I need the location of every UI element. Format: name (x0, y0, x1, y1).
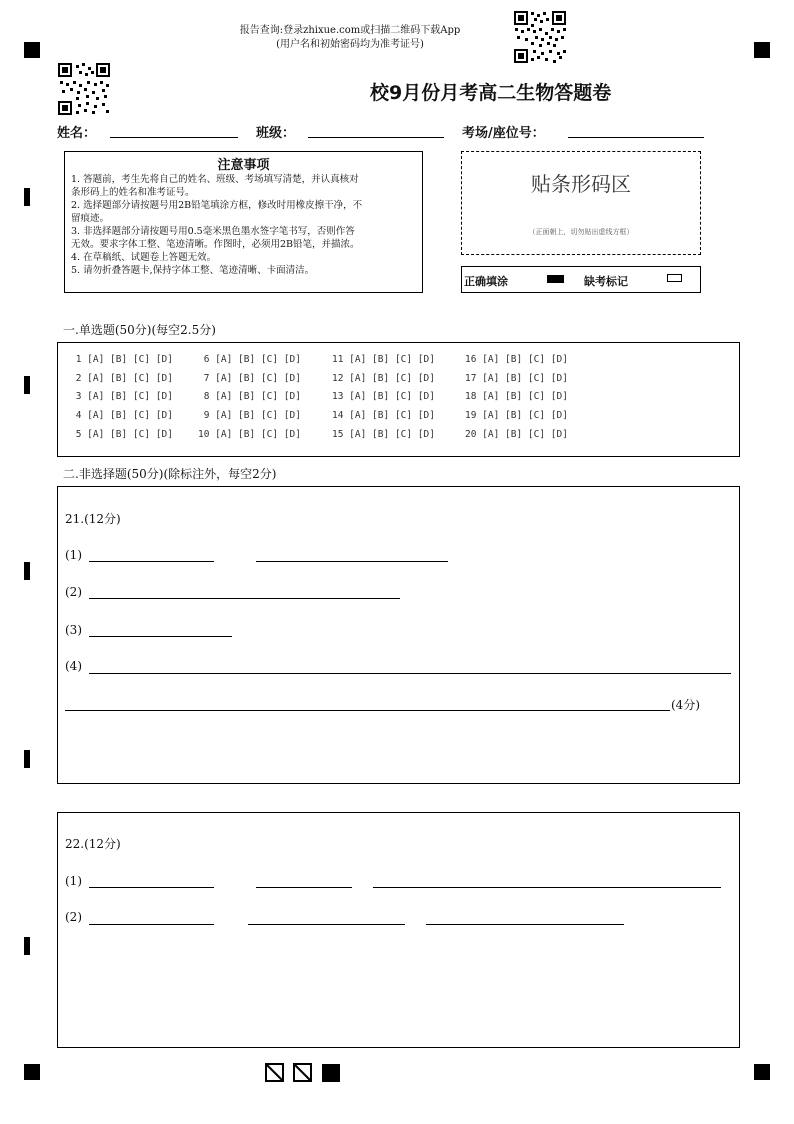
q21-part1-label: (1) (65, 548, 82, 562)
notice-line: 3. 非选择题部分请按题号用0.5毫米黑色墨水签字笔书写，否则作答 (71, 226, 355, 237)
barcode-hint: （正面朝上，切勿贴出虚线方框） (528, 228, 634, 236)
mc-question-item[interactable]: 1 [A] [B] [C] [D] (70, 354, 173, 365)
corner-mark-bottom-left (24, 1064, 40, 1080)
notice-title: 注意事项 (217, 158, 270, 173)
q22-title: 22.(12分) (65, 837, 121, 851)
mc-question-item[interactable]: 16 [A] [B] [C] [D] (465, 354, 568, 365)
report-query-line2: (用户名和初始密码均为准考证号) (276, 39, 424, 50)
q22-part1-label: (1) (65, 874, 82, 888)
q21-part4-blank1[interactable] (89, 673, 731, 674)
q21-part4-label: (4) (65, 659, 82, 673)
q22-part2-blank2[interactable] (248, 924, 405, 925)
q21-title: 21.(12分) (65, 512, 121, 526)
fill-legend (461, 266, 701, 293)
barcode-label: 贴条形码区 (531, 172, 631, 196)
mc-question-item[interactable]: 9 [A] [B] [C] [D] (198, 410, 301, 422)
side-mark (24, 376, 30, 394)
correct-fill-sample (547, 275, 564, 283)
notice-line: 2. 选择题部分请按题号用2B铅笔填涂方框，修改时用橡皮擦干净，不 (71, 200, 363, 211)
barcode-area (461, 151, 701, 255)
page-title: 校9月份月考高二生物答题卷 (370, 82, 612, 104)
qr-code-icon (57, 62, 111, 116)
q21-part1-blank1[interactable] (89, 561, 214, 562)
corner-mark-top-left (24, 42, 40, 58)
side-mark (24, 562, 30, 580)
mc-question-item[interactable]: 17 [A] [B] [C] [D] (465, 372, 568, 384)
q22-part2-label: (2) (65, 910, 82, 924)
absent-mark-label: 缺考标记 (584, 275, 628, 288)
room-seat-label: 考场/座位号： (462, 126, 545, 141)
mc-question-item[interactable]: 18 [A] [B] [C] [D] (465, 391, 568, 403)
corner-mark-top-right (754, 42, 770, 58)
q21-part2-blank1[interactable] (89, 598, 400, 599)
room-seat-field[interactable] (568, 137, 704, 138)
absent-mark-checkbox[interactable] (667, 274, 682, 282)
side-mark (24, 937, 30, 955)
class-field[interactable] (308, 137, 444, 138)
mc-question-item[interactable]: 13 [A] [B] [C] [D] (332, 391, 435, 403)
report-query-note (220, 24, 480, 52)
q21-answer-box (57, 486, 740, 784)
report-query-line1: 报告查询:登录zhixue.com或扫描二维码下载App (239, 25, 461, 36)
q21-part3-blank1[interactable] (89, 636, 232, 637)
q22-part1-blank1[interactable] (89, 887, 214, 888)
mc-question-item[interactable]: 10 [A] [B] [C] [D] (198, 428, 301, 440)
q22-part1-blank2[interactable] (256, 887, 352, 888)
mc-question-item[interactable]: 5 [A] [B] [C] [D] (70, 428, 173, 440)
notice-line: 5. 请勿折叠答题卡,保持字体工整、笔迹清晰、卡面清洁。 (71, 265, 315, 276)
mc-question-item[interactable]: 4 [A] [B] [C] [D] (70, 410, 173, 422)
mc-question-item[interactable]: 11 [A] [B] [C] [D] (332, 354, 435, 365)
notice-line: 条形码上的姓名和准考证号。 (71, 187, 195, 198)
mc-question-item[interactable]: 20 [A] [B] [C] [D] (465, 428, 568, 440)
page-marker-icon (265, 1063, 341, 1083)
mc-question-item[interactable]: 12 [A] [B] [C] [D] (332, 372, 435, 384)
section1-title: 一.单选题(50分)(每空2.5分) (63, 323, 216, 337)
notice-line: 1. 答题前，考生先将自己的姓名、班级、考场填写清楚，并认真核对 (71, 174, 359, 185)
correct-fill-label: 正确填涂 (464, 275, 508, 288)
class-label: 班级： (256, 126, 296, 141)
section2-title: 二.非选择题(50分)(除标注外，每空2分) (63, 467, 277, 481)
mc-question-item[interactable]: 19 [A] [B] [C] [D] (465, 410, 568, 422)
qr-code-icon (513, 10, 567, 64)
mc-question-item[interactable]: 14 [A] [B] [C] [D] (332, 410, 435, 422)
q21-part4-score: (4分) (671, 698, 700, 712)
q22-answer-box (57, 812, 740, 1048)
notice-line: 无效。要求字体工整、笔迹清晰。作图时，必须用2B铅笔，并描浓。 (71, 239, 360, 250)
q21-part3-label: (3) (65, 623, 82, 637)
q22-part2-blank1[interactable] (89, 924, 214, 925)
name-label: 姓名： (57, 126, 97, 141)
mc-question-item[interactable]: 3 [A] [B] [C] [D] (70, 391, 173, 403)
q21-part1-blank2[interactable] (256, 561, 448, 562)
mc-question-item[interactable]: 6 [A] [B] [C] [D] (198, 354, 301, 365)
q21-part2-label: (2) (65, 585, 82, 599)
q22-part2-blank3[interactable] (426, 924, 624, 925)
notice-line: 4. 在草稿纸、试题卷上答题无效。 (71, 252, 217, 263)
mc-question-item[interactable]: 2 [A] [B] [C] [D] (70, 372, 173, 384)
mc-question-item[interactable]: 7 [A] [B] [C] [D] (198, 372, 301, 384)
q22-part1-blank3[interactable] (373, 887, 721, 888)
name-field[interactable] (110, 137, 238, 138)
corner-mark-bottom-right (754, 1064, 770, 1080)
mc-question-item[interactable]: 8 [A] [B] [C] [D] (198, 391, 301, 403)
side-mark (24, 750, 30, 768)
notice-box (64, 151, 423, 293)
mc-question-item[interactable]: 15 [A] [B] [C] [D] (332, 428, 435, 440)
side-mark (24, 188, 30, 206)
notice-line: 留痕迹。 (71, 213, 110, 224)
q21-part4-blank2[interactable] (65, 710, 670, 711)
